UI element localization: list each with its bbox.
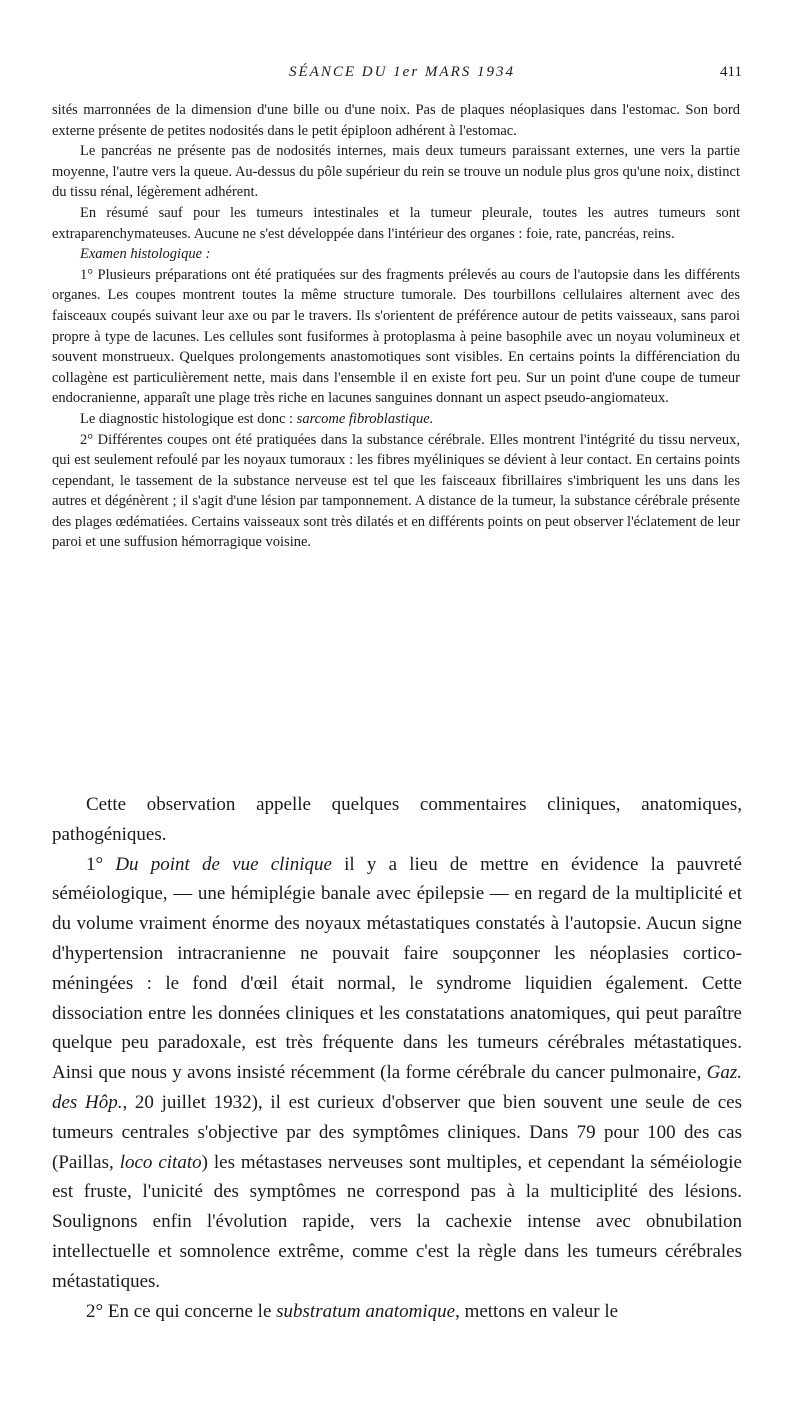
paragraph-pancreas: Le pancréas ne présente pas de nodosités internes, mais deux tumeurs paraissant externes, une vers la partie moyenne, l'autre vers la queue. Au-dessus du pôle supérieur du rein se trouve un nodule plus gros qu'une noix, distinct du tissu rénal, légèrement adhérent. [52,143,740,201]
paragraph-intro: Cette observation appelle quelques commentaires cliniques, anatomiques, pathogéniques. [52,794,742,845]
autopsy-findings-section [52,100,740,553]
paragraph-histology-brain: 2° Différentes coupes ont été pratiquées dans la substance cérébrale. Elles montrent l'intégrité du tissu nerveux, qui est seulement refoulé par les noyaux tumoraux : les fibres myéliniques se dévient à leur contact. En certains points cependant, le tassement de la substance nerveuse est tel que les faisceaux fibrillaires s'imbriquent les uns dans les autres et dégénèrent ; il s'agit d'une lésion par tamponnement. A distance de la tumeur, la substance cérébrale présente des plages œdématiées. Certains vaisseaux sont très dilatés et en différents points on peut observer l'éclatement de leur paroi et une suffusion hémorragique voisine. [52,431,740,551]
paragraph-anatomical: 2° En ce qui concerne le substratum anatomique, mettons en valeur le [86,1300,619,1322]
clinical-heading: Du point de vue clinique [115,853,332,875]
running-header [62,64,742,86]
paragraph-stomach: sités marronnées de la dimension d'une bille ou d'une noix. Pas de plaques néoplasiques dans l'estomac. Son bord externe présente de petites nodosités dans le petit épiploon adhérent à l'estomac. [52,102,740,139]
loco-citato: loco citato [119,1151,202,1173]
histology-heading: Examen histologique : [80,246,211,263]
paragraph-summary: En résumé sauf pour les tumeurs intestinales et la tumeur pleurale, toutes les autres tumeurs sont extraparenchymateuses. Aucune ne s'est développée dans l'intérieur des organes : foie, rate, pancréas, reins. [52,204,740,242]
anatomical-heading: substratum anatomique [276,1300,456,1322]
journal-citation: Gaz. des Hôp. [52,1062,742,1113]
page-number: 411 [720,64,742,80]
paragraph-clinical: 1° Du point de vue clinique il y a lieu de mettre en évidence la pauvreté séméiologique, — une hémiplégie banale avec épilepsie — en regard de la multiplicité et du volume vraiment énorme des noyaux métastatiques constatés à l'autopsie. Aucun signe d'hypertension intracranienne ne pouvait faire soupçonner les néoplasies cortico-méningées : le fond d'œil était normal, le syndrome liquidien également. Cette dissociation entre les données cliniques et les constatations anatomiques, qui peut paraître quelque peu paradoxale, est très fréquente dans les tumeurs cérébrales métastatiques. Ainsi que nous y avons insisté récemment (la forme cérébrale du cancer pulmonaire, Gaz. des Hôp., 20 juillet 1932), il est curieux d'observer que bien souvent une seule de ces tumeurs centrales s'objective par des symptômes cliniques. Dans 79 pour 100 des cas (Paillas, loco citato) les métastases nerveuses sont multiples, et cependant la séméiologie est fruste, l'unicité des symptômes ne correspond pas à la multiciplité des lésions. Soulignons enfin l'évolution rapide, vers la cachexie intense avec obnubilation intellectuelle et somnolence extrême, comme c'est la règle dans les tumeurs cérébrales métastatiques. [52,853,742,1292]
paragraph-diagnosis: Le diagnostic histologique est donc : sarcome fibroblastique. [80,410,434,427]
header-title: SÉANCE DU 1er MARS 1934 [289,64,515,80]
diagnosis-term: sarcome fibroblastique. [296,410,434,427]
commentary-section [52,790,742,1326]
paragraph-histology-organs: 1° Plusieurs préparations ont été pratiquées sur des fragments prélevés au cours de l'autopsie dans les différents organes. Les coupes montrent toutes la même structure tumorale. Des tourbillons cellulaires alternent avec des faisceaux coupés suivant leur axe ou par le travers. Ils s'orientent de préférence autour de petits vaisseaux, sans paroi propre à type de lacunes. Les cellules sont fusiformes à protoplasma à peine basophile avec un noyau volumineux et souvent monstrueux. Quelques prolongements anastomotiques sont visibles. En certains points la différenciation du collagène est particulièrement nette, mais dans l'ensemble il en existe fort peu. Sur un point d'une coupe de tumeur endocranienne, apparaît une plage très riche en lacunes sanguines donnant un aspect pseudo-angiomateux. [52,266,740,407]
